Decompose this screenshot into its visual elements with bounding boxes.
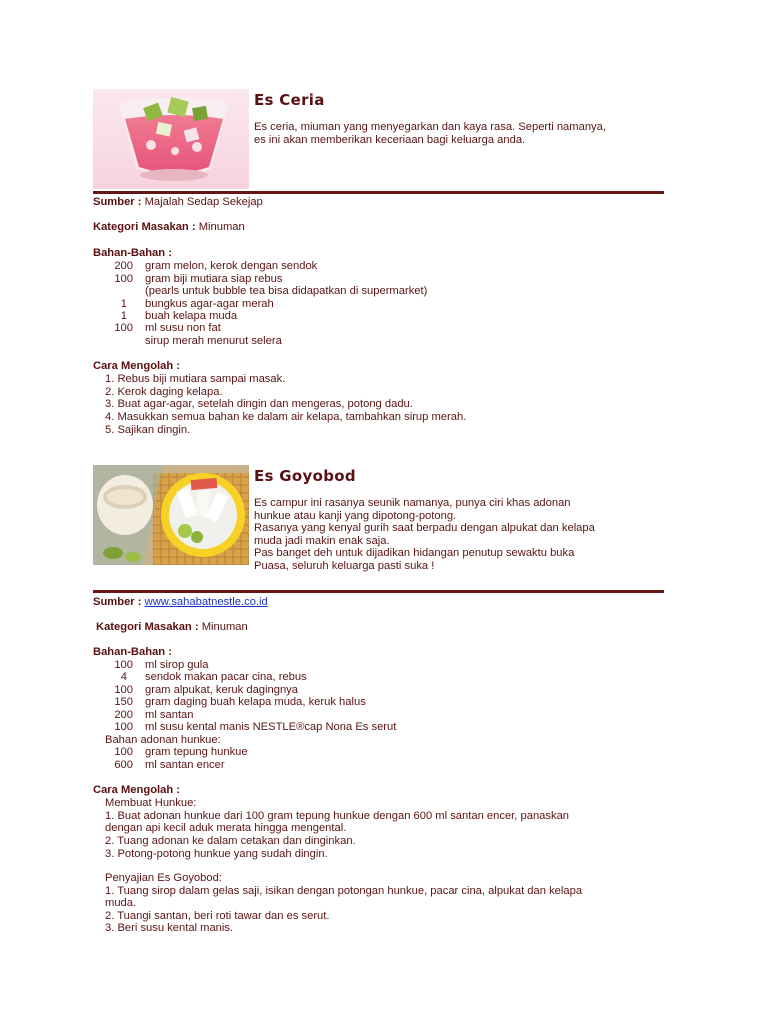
ingredient-qty: 100: [114, 684, 133, 696]
description-line: Es ceria, miuman yang menyegarkan dan kaya rasa. Seperti namanya,: [254, 121, 606, 133]
recipe-description: [254, 121, 674, 146]
method-step: 2. Tuang adonan ke dalam cetakan dan dinginkan.: [105, 835, 356, 847]
hunkue-subheading: Bahan adonan hunkue:: [105, 734, 221, 746]
ingredient-text: ml santan encer: [145, 759, 225, 771]
ingredient-text: buah kelapa muda: [145, 310, 238, 322]
ingredients-heading: Bahan-Bahan :: [93, 247, 172, 259]
category-line: [96, 621, 248, 633]
category-value: Minuman: [198, 221, 245, 233]
ingredient-qty: 150: [114, 696, 133, 708]
ingredient-text: ml sirop gula: [145, 659, 209, 671]
ingredient-text: gram tepung hunkue: [145, 746, 248, 758]
description-line: Puasa, seluruh keluarga pasti suka !: [254, 559, 435, 572]
ingredient-qty: 100: [114, 746, 133, 758]
recipe-title: Es Goyobod: [254, 467, 356, 485]
es-goyobod-photo: [93, 465, 249, 565]
method-step: 1. Buat adonan hunkue dari 100 gram tepung hunkue dengan 600 ml santan encer, panaskan: [105, 810, 570, 822]
source-value: Majalah Sedap Sekejap: [144, 196, 263, 208]
method-step: 4. Masukkan semua bahan ke dalam air kelapa, tambahkan sirup merah.: [105, 411, 467, 423]
ingredient-qty: 1: [120, 310, 127, 322]
ingredient-qty: 200: [114, 260, 133, 272]
method-step: 2. Kerok daging kelapa.: [105, 386, 223, 398]
ingredient-qty: 4: [120, 671, 127, 683]
ingredient-text: gram daging buah kelapa muda, keruk halus: [145, 696, 366, 708]
description-line: es ini akan memberikan keceriaan bagi keluarga anda.: [254, 133, 526, 146]
section-divider: [93, 590, 664, 593]
ingredient-qty: 1: [120, 298, 127, 310]
method-step: muda.: [105, 897, 137, 909]
ingredient-qty: 100: [114, 322, 133, 334]
method-step: dengan api kecil aduk merata hingga mengental.: [105, 822, 347, 834]
category-label: Kategori Masakan :: [96, 621, 199, 633]
description-line: Es campur ini rasanya seunik namanya, punya ciri khas adonan: [254, 497, 571, 509]
method-step: 3. Beri susu kental manis.: [105, 922, 234, 934]
ingredients-heading: Bahan-Bahan :: [93, 646, 172, 658]
source-line: [93, 196, 263, 208]
description-line: hunkue atau kanji yang dipotong-potong.: [254, 509, 457, 522]
method-step: 5. Sajikan dingin.: [105, 424, 191, 436]
method-subheading: Penyajian Es Goyobod:: [105, 872, 222, 884]
ingredient-text: gram biji mutiara siap rebus: [145, 273, 283, 285]
method-step: 3. Buat agar-agar, setelah dingin dan mengeras, potong dadu.: [105, 398, 413, 410]
ingredient-qty: 200: [114, 709, 133, 721]
ingredient-qty: 100: [114, 659, 133, 671]
category-label: Kategori Masakan :: [93, 221, 196, 233]
source-label: Sumber :: [93, 196, 142, 208]
ingredient-text: ml santan: [145, 709, 194, 721]
method-heading: Cara Mengolah :: [93, 360, 181, 372]
ingredient-qty: 600: [114, 759, 133, 771]
ingredient-text: gram melon, kerok dengan sendok: [145, 260, 318, 272]
es-ceria-photo: [93, 89, 249, 189]
section-divider: [93, 191, 664, 194]
ingredient-text: sendok makan pacar cina, rebus: [145, 671, 307, 683]
ingredient-text: bungkus agar-agar merah: [145, 298, 274, 310]
recipe-description: [254, 497, 674, 573]
ingredient-qty: 100: [114, 721, 133, 733]
ingredient-text: gram alpukat, keruk dagingnya: [145, 684, 298, 696]
ingredient-text: (pearls untuk bubble tea bisa didapatkan di supermarket): [145, 285, 428, 297]
ingredient-text: sirup merah menurut selera: [145, 335, 282, 347]
ingredient-qty: 100: [114, 273, 133, 285]
description-line: Rasanya yang kenyal gurih saat berpadu dengan alpukat dan kelapa: [254, 522, 595, 535]
ingredient-text: ml susu non fat: [145, 322, 221, 334]
description-line: muda jadi makin enak saja.: [254, 534, 390, 547]
method-step: 3. Potong-potong hunkue yang sudah dingin.: [105, 848, 328, 860]
source-line: [93, 596, 268, 608]
method-step: 2. Tuangi santan, beri roti tawar dan es serut.: [105, 910, 330, 922]
description-line: Pas banget deh untuk dijadikan hidangan penutup sewaktu buka: [254, 547, 575, 560]
ingredient-text: ml susu kental manis NESTLE®cap Nona Es serut: [145, 721, 397, 733]
method-heading: Cara Mengolah :: [93, 784, 181, 796]
method-subheading: Membuat Hunkue:: [105, 797, 197, 809]
recipe-title: Es Ceria: [254, 91, 325, 109]
method-step: 1. Rebus biji mutiara sampai masak.: [105, 373, 286, 385]
category-value: Minuman: [201, 621, 248, 633]
source-link[interactable]: www.sahabatnestle.co.id: [144, 596, 268, 608]
category-line: [93, 221, 245, 233]
method-step: 1. Tuang sirop dalam gelas saji, isikan dengan potongan hunkue, pacar cina, alpukat dan kelapa: [105, 885, 583, 897]
source-label: Sumber :: [93, 596, 142, 608]
